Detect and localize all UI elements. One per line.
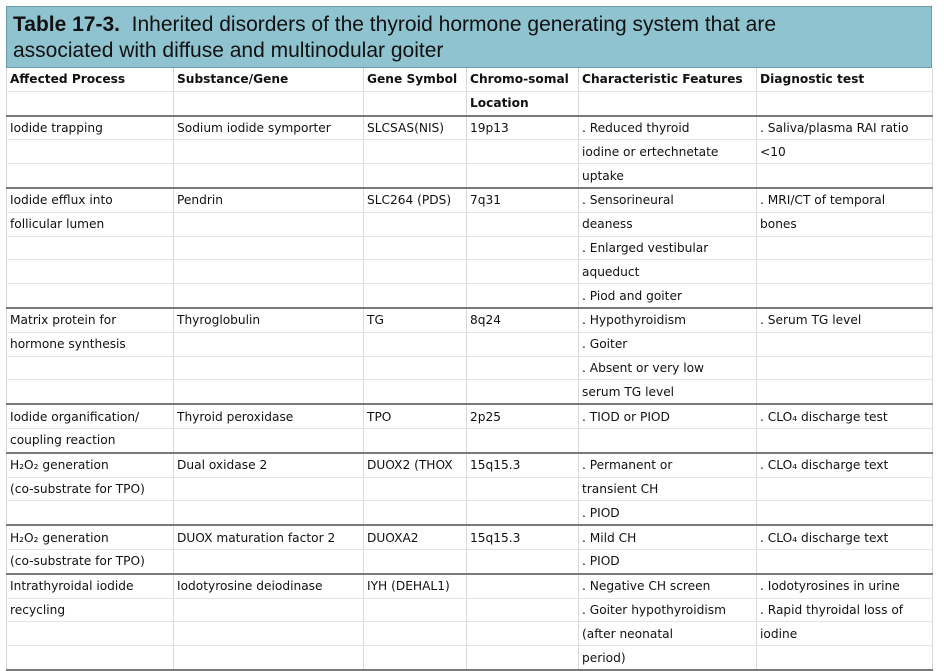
table-cell: . CLO₄ discharge test [757,404,933,428]
table-row [7,308,933,332]
table-cell: . Negative CH screen [579,574,757,598]
header-cell: Location [467,91,579,115]
table-row [7,453,933,477]
header-cell [579,91,757,115]
table-cell [757,380,933,404]
table-cell: . CLO₄ discharge text [757,525,933,549]
header-cell: Diagnostic test [757,68,933,91]
table-cell: Sodium iodide symporter [174,116,364,140]
table-cell: (co-substrate for TPO) [7,549,174,573]
table-cell [174,260,364,284]
table-cell: . MRI/CT of temporal [757,188,933,212]
header-cell [7,91,174,115]
table-cell [364,332,467,356]
table-cell: 19p13 [467,116,579,140]
table-cell [364,646,467,670]
table-cell: transient CH [579,477,757,501]
table-cell [467,428,579,452]
table-cell: . Piod and goiter [579,284,757,308]
table-row [7,212,933,236]
table-cell [174,332,364,356]
table-cell [174,236,364,260]
table-cell: . Iodotyrosines in urine [757,574,933,598]
table-row [7,164,933,188]
table-cell: Iodide trapping [7,116,174,140]
table-cell [364,356,467,380]
table-cell [364,140,467,164]
header-row-2 [7,91,933,115]
table-cell [757,284,933,308]
header-cell: Affected Process [7,68,174,91]
table-cell [467,622,579,646]
table-cell [467,477,579,501]
table-row [7,284,933,308]
table-cell: DUOX maturation factor 2 [174,525,364,549]
table-cell [467,212,579,236]
table-cell: (co-substrate for TPO) [7,477,174,501]
table-cell: <10 [757,140,933,164]
table-cell [174,598,364,622]
table-cell: Iodotyrosine deiodinase [174,574,364,598]
table-row [7,622,933,646]
table-row [7,188,933,212]
table-row [7,356,933,380]
table-cell [7,260,174,284]
table-row [7,646,933,670]
table-cell [7,284,174,308]
table-cell [467,284,579,308]
header-cell: Characteristic Features [579,68,757,91]
table-cell: . Reduced thyroid [579,116,757,140]
table-cell [7,380,174,404]
table-cell [174,501,364,525]
table-cell: . Permanent or [579,453,757,477]
table-cell [7,356,174,380]
table-row [7,116,933,140]
table-cell: IYH (DEHAL1) [364,574,467,598]
table-cell [467,332,579,356]
table-cell: . Rapid thyroidal loss of [757,598,933,622]
table-cell: H₂O₂ generation [7,453,174,477]
table-cell: . PIOD [579,549,757,573]
table-cell: hormone synthesis [7,332,174,356]
table-row [7,404,933,428]
table-cell: Thyroid peroxidase [174,404,364,428]
table-title-line-2: associated with diffuse and multinodular goiter [13,39,444,62]
table-title-banner [6,6,932,68]
table-cell [467,501,579,525]
table-cell: Iodide organification/ [7,404,174,428]
table-cell: . Goiter hypothyroidism [579,598,757,622]
table-cell [467,260,579,284]
table-cell: DUOXA2 [364,525,467,549]
table-cell [364,501,467,525]
header-cell: Gene Symbol [364,68,467,91]
table-cell [364,260,467,284]
table-cell [7,164,174,188]
table-row [7,525,933,549]
table-cell: deaness [579,212,757,236]
table-cell: . Goiter [579,332,757,356]
table-cell [174,477,364,501]
table-cell: iodine or ertechnetate [579,140,757,164]
table-cell [174,622,364,646]
table-cell: iodine [757,622,933,646]
table-cell [174,140,364,164]
table-title-text-1: Inherited disorders of the thyroid hormone generating system that are [131,13,777,36]
table-cell: period) [579,646,757,670]
table-cell: TG [364,308,467,332]
table-cell [364,236,467,260]
table-cell [757,428,933,452]
table-cell [364,428,467,452]
table-cell: . Mild CH [579,525,757,549]
table-cell [757,332,933,356]
table-cell: bones [757,212,933,236]
table-cell [757,260,933,284]
table-cell: TPO [364,404,467,428]
table-cell: aqueduct [579,260,757,284]
header-cell [364,91,467,115]
table-cell [467,574,579,598]
table-cell: follicular lumen [7,212,174,236]
table-cell [364,598,467,622]
disorders-table [6,68,933,671]
table-cell [364,284,467,308]
table-cell [467,598,579,622]
table-cell: . CLO₄ discharge text [757,453,933,477]
table-cell [7,140,174,164]
table-row [7,477,933,501]
table-row [7,332,933,356]
table-row [7,236,933,260]
header-cell [174,91,364,115]
table-cell [364,380,467,404]
table-cell [467,236,579,260]
table-cell: . Serum TG level [757,308,933,332]
table-cell: Pendrin [174,188,364,212]
table-cell: . Saliva/plasma RAI ratio [757,116,933,140]
table-cell: Matrix protein for [7,308,174,332]
table-cell [7,622,174,646]
table-cell [467,164,579,188]
table-cell: . Sensorineural [579,188,757,212]
table-cell: uptake [579,164,757,188]
table-cell [364,212,467,236]
table-cell [757,164,933,188]
table-row [7,501,933,525]
table-row [7,380,933,404]
table-cell: 7q31 [467,188,579,212]
table-cell [467,646,579,670]
table-row [7,428,933,452]
table-cell: Thyroglobulin [174,308,364,332]
table-cell: coupling reaction [7,428,174,452]
table-cell: . PIOD [579,501,757,525]
table-cell [579,428,757,452]
table-cell [174,380,364,404]
table-cell [467,356,579,380]
table-cell [174,646,364,670]
header-cell: Substance/Gene [174,68,364,91]
table-row [7,549,933,573]
table-cell [757,549,933,573]
table-cell [7,236,174,260]
header-cell [757,91,933,115]
table-cell [757,646,933,670]
table-cell: . Hypothyroidism [579,308,757,332]
table-cell [364,622,467,646]
table-cell: 15q15.3 [467,525,579,549]
table-cell: H₂O₂ generation [7,525,174,549]
table-cell: Intrathyroidal iodide [7,574,174,598]
table-row [7,598,933,622]
table-cell: 8q24 [467,308,579,332]
table-number: Table 17-3. [13,13,120,36]
header-cell: Chromo-somal [467,68,579,91]
table-cell: (after neonatal [579,622,757,646]
table-title-line-1 [13,12,776,38]
table-cell [757,236,933,260]
table-cell [364,549,467,573]
table-cell [467,549,579,573]
table-cell: . Absent or very low [579,356,757,380]
table-cell [364,477,467,501]
table-cell: serum TG level [579,380,757,404]
table-row [7,260,933,284]
table-cell: . TIOD or PIOD [579,404,757,428]
table-cell [174,428,364,452]
table-cell [174,284,364,308]
table-cell: SLCSAS(NIS) [364,116,467,140]
table-cell [364,164,467,188]
table-cell: SLC264 (PDS) [364,188,467,212]
table-cell [174,356,364,380]
table-cell [757,501,933,525]
table-cell: . Enlarged vestibular [579,236,757,260]
table-cell [7,646,174,670]
table-cell [7,501,174,525]
table-cell: 15q15.3 [467,453,579,477]
table-row [7,140,933,164]
table-cell: DUOX2 (THOX [364,453,467,477]
table-cell [467,380,579,404]
table-cell: 2p25 [467,404,579,428]
table-body [7,68,933,670]
table-cell [467,140,579,164]
table-cell [757,356,933,380]
table-cell: Dual oxidase 2 [174,453,364,477]
table-cell [174,212,364,236]
table-cell: Iodide efflux into [7,188,174,212]
table-cell: recycling [7,598,174,622]
table-cell [174,164,364,188]
header-row [7,68,933,91]
table-row [7,574,933,598]
table-cell [757,477,933,501]
table-cell [174,549,364,573]
